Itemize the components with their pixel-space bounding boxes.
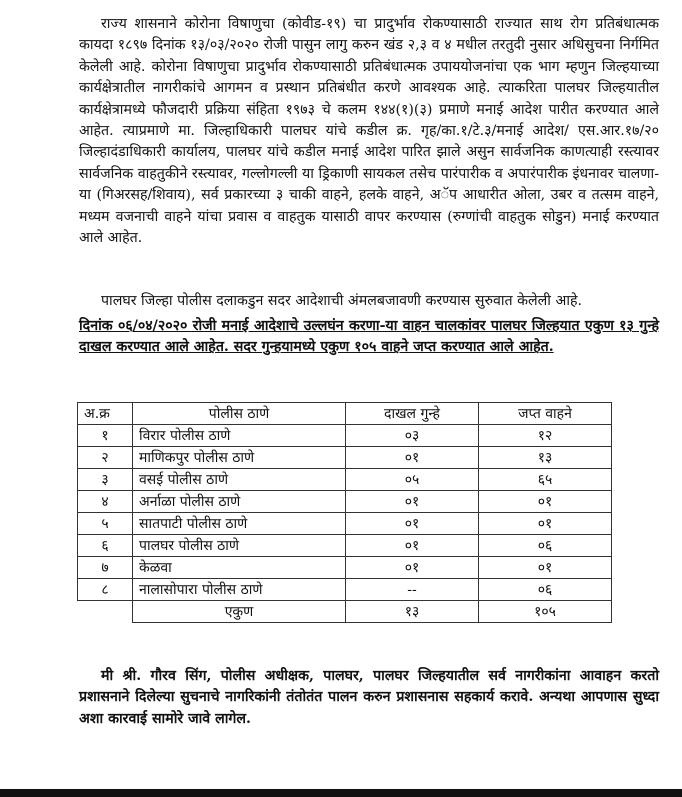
- header-seized: जप्त वाहने: [479, 403, 612, 425]
- table-row: [78, 579, 612, 601]
- cell-cases: ०१: [346, 447, 479, 469]
- cell-station: वसई पोलीस ठाणे: [133, 469, 346, 491]
- table-row: [78, 491, 612, 513]
- cell-seized: ०१: [479, 491, 612, 513]
- total-label: एकुण: [133, 601, 346, 623]
- cell-seized: ०१: [479, 557, 612, 579]
- table-row: [78, 557, 612, 579]
- header-serial: अ.क्र: [78, 403, 133, 425]
- cell-seized: ६५: [479, 469, 612, 491]
- cell-seized: ०६: [479, 579, 612, 601]
- cell-station: विरार पोलीस ठाणे: [133, 425, 346, 447]
- total-cases: १३: [346, 601, 479, 623]
- table-row: [78, 535, 612, 557]
- header-station: पोलीस ठाणे: [133, 403, 346, 425]
- cases-summary-paragraph: दिनांक ०६/०४/२०२० रोजी मनाई आदेशाचे उल्लघंन करणा-या वाहन चालकांवर पालघर जिल्हयात एकुण १३ गुन्हे दाखल करण्यात आले आहेत. सदर गुन्हयामध्ये एकुण १०५ वाहने जप्त करण्यात आले आहेत.: [79, 318, 659, 356]
- cell-cases: ०१: [346, 535, 479, 557]
- cell-station: अर्नाळा पोलीस ठाणे: [133, 491, 346, 513]
- cell-serial: ४: [78, 491, 133, 513]
- bottom-border-bar: [0, 789, 682, 797]
- cell-seized: १२: [479, 425, 612, 447]
- table-row: [78, 425, 612, 447]
- enforcement-paragraph: पालघर जिल्हा पोलीस दलाकडुन सदर आदेशाची अंमलबजावणी करण्यास सुरुवात केलेली आहे.: [101, 293, 583, 309]
- cell-station: पालघर पोलीस ठाणे: [133, 535, 346, 557]
- cell-cases: ०१: [346, 491, 479, 513]
- cell-seized: १३: [479, 447, 612, 469]
- cell-station: नालासोपारा पोलीस ठाणे: [133, 579, 346, 601]
- cell-station: माणिकपुर पोलीस ठाणे: [133, 447, 346, 469]
- appeal-paragraph: मी श्री. गौरव सिंग, पोलीस अधीक्षक, पालघर, पालघर जिल्हयातील सर्व नागरीकांना आवाहन करतो प्रशासनाने दिलेल्या सुचनाचे नागरिकांनी तंतोतंत पालन करुन प्रशासनास सहकार्य करावे. अन्यथा आपणास सुध्दा अशा कारवाई सामोरे जावे लागेल.: [79, 668, 659, 727]
- cell-cases: ०१: [346, 557, 479, 579]
- cell-cases: ०५: [346, 469, 479, 491]
- cell-serial: ५: [78, 513, 133, 535]
- table-total-row: [78, 601, 612, 623]
- table-row: [78, 513, 612, 535]
- order-paragraph: राज्य शासनाने कोरोना विषाणुचा (कोवीड-१९) चा प्रादुर्भाव रोकण्यासाठी राज्यात साथ रोग प्रतिबंधात्मक कायदा १८९७ दिनांक १३/०३/२०२० रोजी पासुन लागु करुन खंड २,३ व ४ मधील तरतुदी नुसार अधिसुचना निर्गमित केलेली आहे. कोरोना विषाणुचा प्रादुर्भाव रोकण्यासाठी प्रतिबंधात्मक उपाययोजनांचा एक भाग म्हणुन जिल्हयाच्या कार्यक्षेत्रातील नागरीकांचे आगमन व प्रस्थान प्रतिबंधीत करणे आवश्यक आहे. त्याकरिता पालघर जिल्हयातील कार्यक्षेत्रामध्ये फौजदारी प्रक्रिया संहिता १९७३ चे कलम १४४(१)(३) प्रमाणे मनाई आदेश पारीत करण्यात आले आहेत. त्याप्रमाणे मा. जिल्हाधिकारी पालघर यांचे कडील क्र. गृह/का.१/टे.३/मनाई आदेश/ एस.आर.१७/२० जिल्हादंडाधिकारी कार्यालय, पालघर यांचे कडील मनाई आदेश पारित झाले असुन सार्वजनिक काणत्याही रस्त्यावर सार्वजनिक वाहतुकीने रस्त्यावर, गल्लोगल्ली या ड्रिकाणी सायकल तसेच पारंपारीक व अपारंपारीक इंधनावर चालणा-या (गिअरसह/शिवाय), सर्व प्रकारच्या ३ चाकी वाहने, हलके वाहने, अॅप आधारीत ओला, उबर व तत्सम वाहने, मध्यम वजनाची वाहने यांचा प्रवास व वाहतुक यासाठी वापर करण्यास (रुग्णांची वाहतुक सोडुन) मनाई करण्यात आले आहेत.: [79, 16, 659, 247]
- station-cases-table: [77, 402, 612, 623]
- total-seized: १०५: [479, 601, 612, 623]
- cell-station: केळवा: [133, 557, 346, 579]
- header-cases: दाखल गुन्हे: [346, 403, 479, 425]
- table-header-row: [78, 403, 612, 425]
- cell-serial: ७: [78, 557, 133, 579]
- cell-serial: ८: [78, 579, 133, 601]
- total-blank-cell: [78, 601, 133, 623]
- cell-serial: ३: [78, 469, 133, 491]
- cell-seized: ०६: [479, 535, 612, 557]
- table-row: [78, 469, 612, 491]
- cell-serial: ६: [78, 535, 133, 557]
- cell-serial: १: [78, 425, 133, 447]
- cell-seized: ०१: [479, 513, 612, 535]
- cell-station: सातपाटी पोलीस ठाणे: [133, 513, 346, 535]
- cell-serial: २: [78, 447, 133, 469]
- cell-cases: --: [346, 579, 479, 601]
- table-row: [78, 447, 612, 469]
- cell-cases: ०३: [346, 425, 479, 447]
- cell-cases: ०१: [346, 513, 479, 535]
